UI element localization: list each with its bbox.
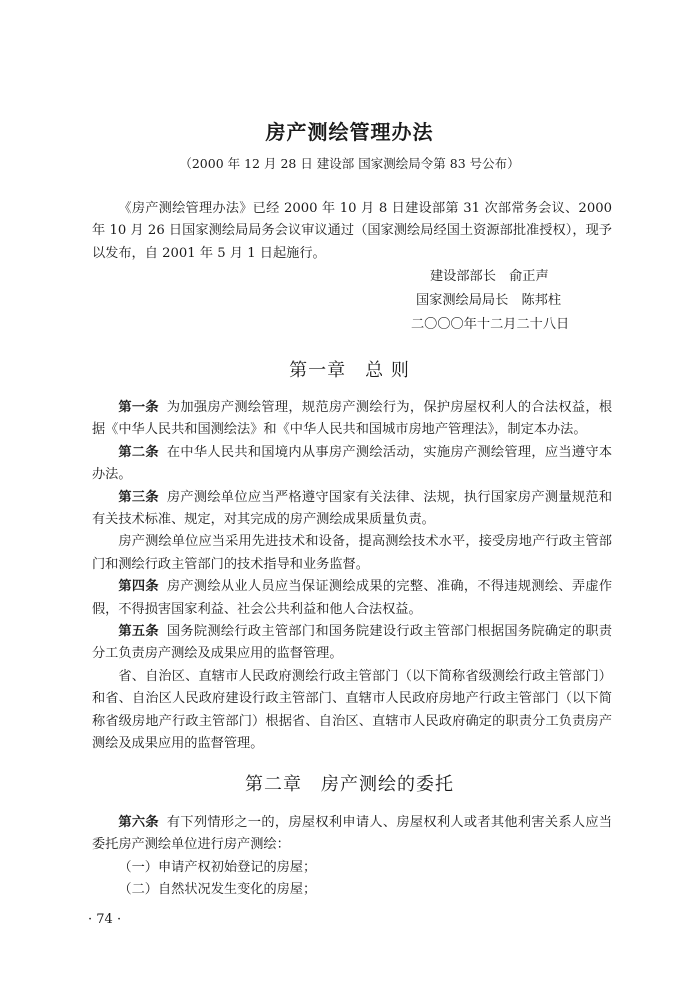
signature-line-1: 建设部部长 俞正声 xyxy=(430,269,549,284)
signature-date: 二〇〇〇年十二月二十八日 xyxy=(411,317,570,332)
article-3-text: 房产测绘单位应当严格遵守国家有关法律、法规，执行国家房产测量规范和有关技术标准、规定，对其完成的房产测绘成果质量负责。 xyxy=(92,489,613,528)
document-subtitle: （2000 年 12 月 28 日 建设部 国家测绘局令第 83 号公布） xyxy=(179,156,520,171)
chapter-1-body xyxy=(92,397,612,756)
article-4 xyxy=(92,576,612,621)
document-title: 房产测绘管理办法 xyxy=(265,120,434,144)
article-6-item-1: （一）申请产权初始登记的房屋； xyxy=(118,859,317,875)
preamble-block xyxy=(92,198,612,265)
page-number: · 74 · xyxy=(88,912,122,927)
article-5-label: 第五条 xyxy=(118,624,159,640)
article-3 xyxy=(92,487,612,532)
article-2-label: 第二条 xyxy=(118,444,159,460)
article-1-text: 为加强房产测绘管理，规范房产测绘行为，保护房屋权利人的合法权益，根据《中华人民共和国测绘法》和《中华人民共和国城市房地产管理法》，制定本办法。 xyxy=(92,400,613,438)
article-5 xyxy=(92,621,612,666)
chapter-1-title: 第一章 总 则 xyxy=(289,360,410,381)
article-3-paragraph-2: 房产测绘单位应当采用先进技术和设备，提高测绘技术水平，接受房地产行政主管部门和测绘行政主管部门的技术指导和业务监督。 xyxy=(92,534,612,572)
article-6-text: 有下列情形之一的，房屋权利申请人、房屋权利人或者其他利害关系人应当委托房产测绘单位进行房产测绘： xyxy=(92,815,613,853)
signature-line-2: 国家测绘局局长 陈邦柱 xyxy=(416,293,562,308)
article-3-label: 第三条 xyxy=(118,489,159,505)
article-2-text: 在中华人民共和国境内从事房产测绘活动，实施房产测绘管理，应当遵守本办法。 xyxy=(92,444,613,483)
article-1-label: 第一条 xyxy=(118,400,159,415)
chapter-2-title: 第二章 房产测绘的委托 xyxy=(245,774,454,795)
article-1 xyxy=(92,397,612,442)
article-4-text: 房产测绘从业人员应当保证测绘成果的完整、准确，不得违规测绘、弄虚作假，不得损害国家利益、社会公共利益和他人合法权益。 xyxy=(92,579,613,617)
article-5-paragraph-2: 省、自治区、直辖市人民政府测绘行政主管部门（以下简称省级测绘行政主管部门）和省、自治区人民政府建设行政主管部门、直辖市人民政府房地产行政主管部门（以下简称省级房地产行政主管部门）根据省、自治区、直辖市人民政府确定的职责分工负责房产测绘及成果应用的监督管理。 xyxy=(92,668,612,752)
article-5-text: 国务院测绘行政主管部门和国务院建设行政主管部门根据国务院确定的职责分工负责房产测绘及成果应用的监督管理。 xyxy=(92,624,613,662)
preamble-paragraph: 《房产测绘管理办法》已经 2000 年 10 月 8 日建设部第 31 次部常务会议、2000 年 10 月 26 日国家测绘局局务会议审议通过（国家测绘局经国土资源部批准授权），现予以发布，自 2001 年 5 月 1 日起施行。 xyxy=(92,201,612,261)
article-6-item-2: （二）自然状况发生变化的房屋； xyxy=(118,882,317,898)
chapter-2-body xyxy=(92,812,612,902)
article-2 xyxy=(92,442,612,487)
article-6 xyxy=(92,812,612,857)
article-6-label: 第六条 xyxy=(118,815,159,830)
article-4-label: 第四条 xyxy=(118,579,159,595)
